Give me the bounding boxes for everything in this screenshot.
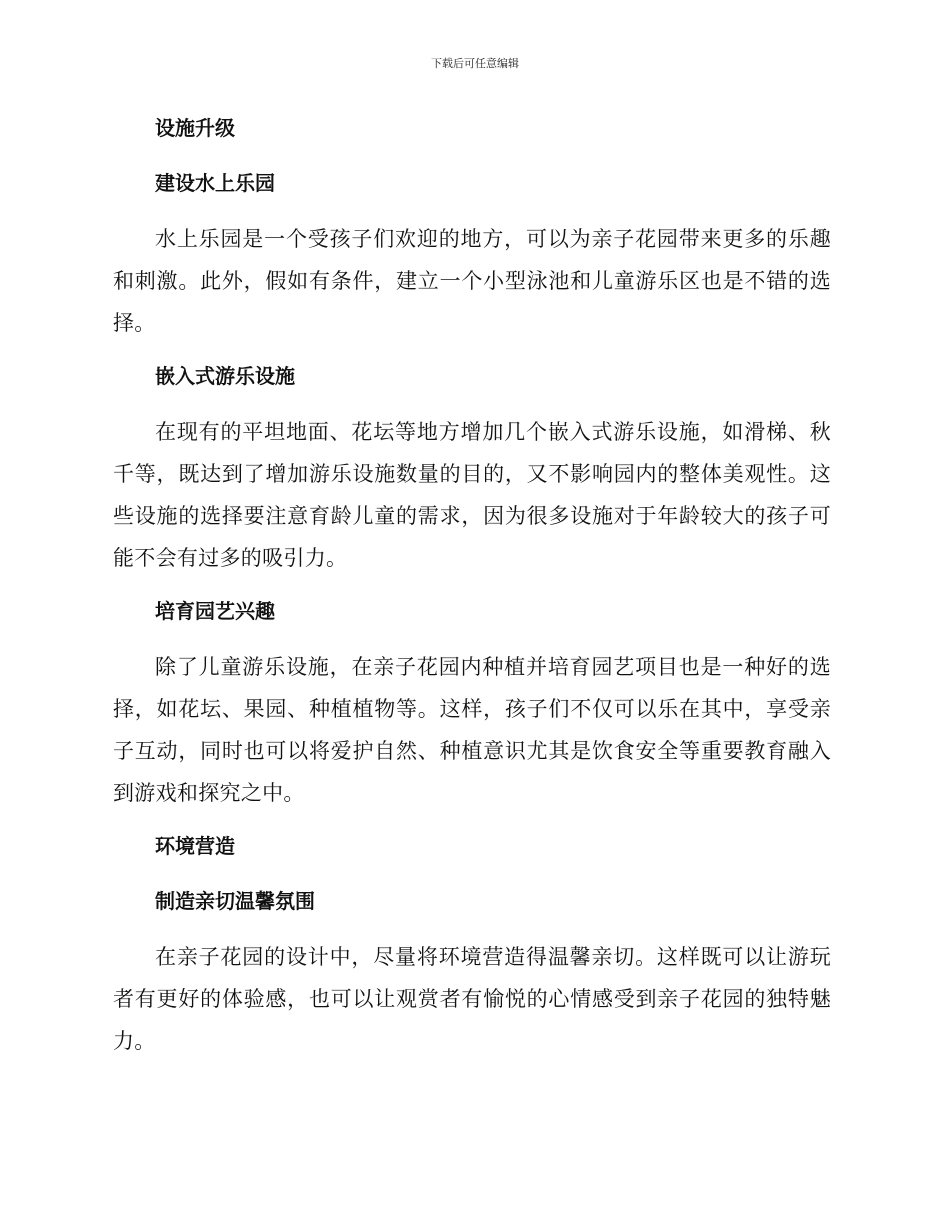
section-heading-environment: 环境营造 [155,834,235,858]
paragraph-gardening-interest: 除了儿童游乐设施，在亲子花园内种植并培育园艺项目也是一种好的选择，如花坛、果园、种植植物等。这样，孩子们不仅可以乐在其中，享受亲子互动，同时也可以将爱护自然、种植意识尤其是饮食安全等重要教育融入到游戏和探究之中。 [113,655,831,805]
subheading-warm-atmosphere: 制造亲切温馨氛围 [155,889,315,913]
subheading-water-park: 建设水上乐园 [155,171,275,195]
section-heading-facility-upgrade: 设施升级 [155,116,235,140]
subheading-embedded-facilities: 嵌入式游乐设施 [155,364,295,388]
subheading-gardening-interest: 培育园艺兴趣 [155,599,275,623]
document-body [113,108,831,1074]
paragraph-warm-atmosphere: 在亲子花园的设计中，尽量将环境营造得温馨亲切。这样既可以让游玩者有更好的体验感，也可以让观赏者有愉悦的心情感受到亲子花园的独特魅力。 [113,945,831,1053]
header-note: 下载后可任意编辑 [431,57,519,70]
paragraph-water-park: 水上乐园是一个受孩子们欢迎的地方，可以为亲子花园带来更多的乐趣和刺激。此外，假如有条件，建立一个小型泳池和儿童游乐区也是不错的选择。 [113,227,831,335]
paragraph-embedded-facilities: 在现有的平坦地面、花坛等地方增加几个嵌入式游乐设施，如滑梯、秋千等，既达到了增加游乐设施数量的目的，又不影响园内的整体美观性。这些设施的选择要注意育龄儿童的需求，因为很多设施对于年龄较大的孩子可能不会有过多的吸引力。 [113,420,831,570]
